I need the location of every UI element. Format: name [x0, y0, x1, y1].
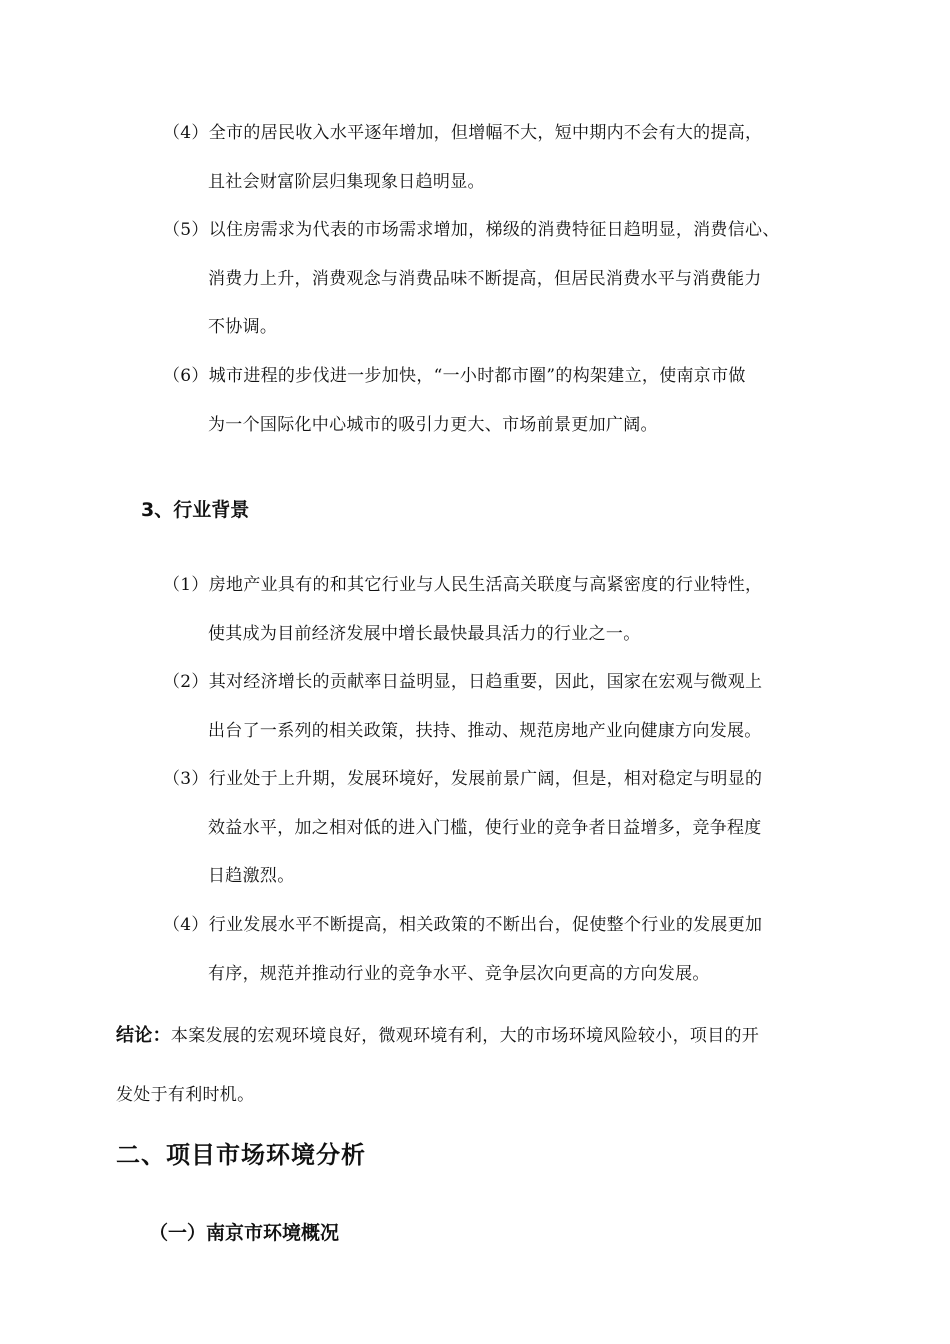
conclusion-text: 本案发展的宏观环境良好，微观环境有利，大的市场环境风险较小，项目的开 [170, 1026, 760, 1046]
industry-item-2-line-1: （2）其对经济增长的贡献率日益明显，日趋重要，因此，国家在宏观与微观上 [163, 672, 763, 692]
item-6-line-2: 为一个国际化中心城市的吸引力更大、市场前景更加广阔。 [208, 415, 658, 435]
industry-item-4-line-2: 有序，规范并推动行业的竞争水平、竞争层次向更高的方向发展。 [208, 964, 710, 984]
industry-item-3-line-3: 日趋激烈。 [208, 866, 295, 886]
industry-item-1-line-2: 使其成为目前经济发展中增长最快最具活力的行业之一。 [208, 624, 641, 644]
item-4-line-1: （4）全市的居民收入水平逐年增加，但增幅不大，短中期内不会有大的提高， [163, 123, 763, 143]
conclusion-label: 结论： [116, 1025, 171, 1046]
industry-item-2-line-2: 出台了一系列的相关政策，扶持、推动、规范房地产业向健康方向发展。 [208, 721, 762, 741]
nanjing-overview-heading: （一）南京市环境概况 [149, 1222, 340, 1244]
item-4-line-2: 且社会财富阶层归集现象日趋明显。 [208, 172, 485, 192]
conclusion-line-1 [116, 1024, 759, 1048]
section-two-heading: 二、项目市场环境分析 [116, 1141, 366, 1169]
industry-item-4-line-1: （4）行业发展水平不断提高，相关政策的不断出台，促使整个行业的发展更加 [163, 915, 763, 935]
section-3-heading: 3、行业背景 [141, 499, 250, 521]
item-5-line-2: 消费力上升，消费观念与消费品味不断提高，但居民消费水平与消费能力 [208, 269, 762, 289]
conclusion-line-2: 发处于有利时机。 [116, 1085, 255, 1105]
item-6-line-1: （6）城市进程的步伐进一步加快，“一小时都市圈”的构架建立，使南京市做 [163, 366, 746, 386]
item-5-line-3: 不协调。 [208, 317, 278, 337]
industry-item-3-line-1: （3）行业处于上升期，发展环境好，发展前景广阔，但是，相对稳定与明显的 [163, 769, 763, 789]
industry-item-3-line-2: 效益水平，加之相对低的进入门槛，使行业的竞争者日益增多，竞争程度 [208, 818, 762, 838]
industry-item-1-line-1: （1）房地产业具有的和其它行业与人民生活高关联度与高紧密度的行业特性， [163, 575, 763, 595]
item-5-line-1: （5）以住房需求为代表的市场需求增加，梯级的消费特征日趋明显，消费信心、 [163, 220, 780, 240]
